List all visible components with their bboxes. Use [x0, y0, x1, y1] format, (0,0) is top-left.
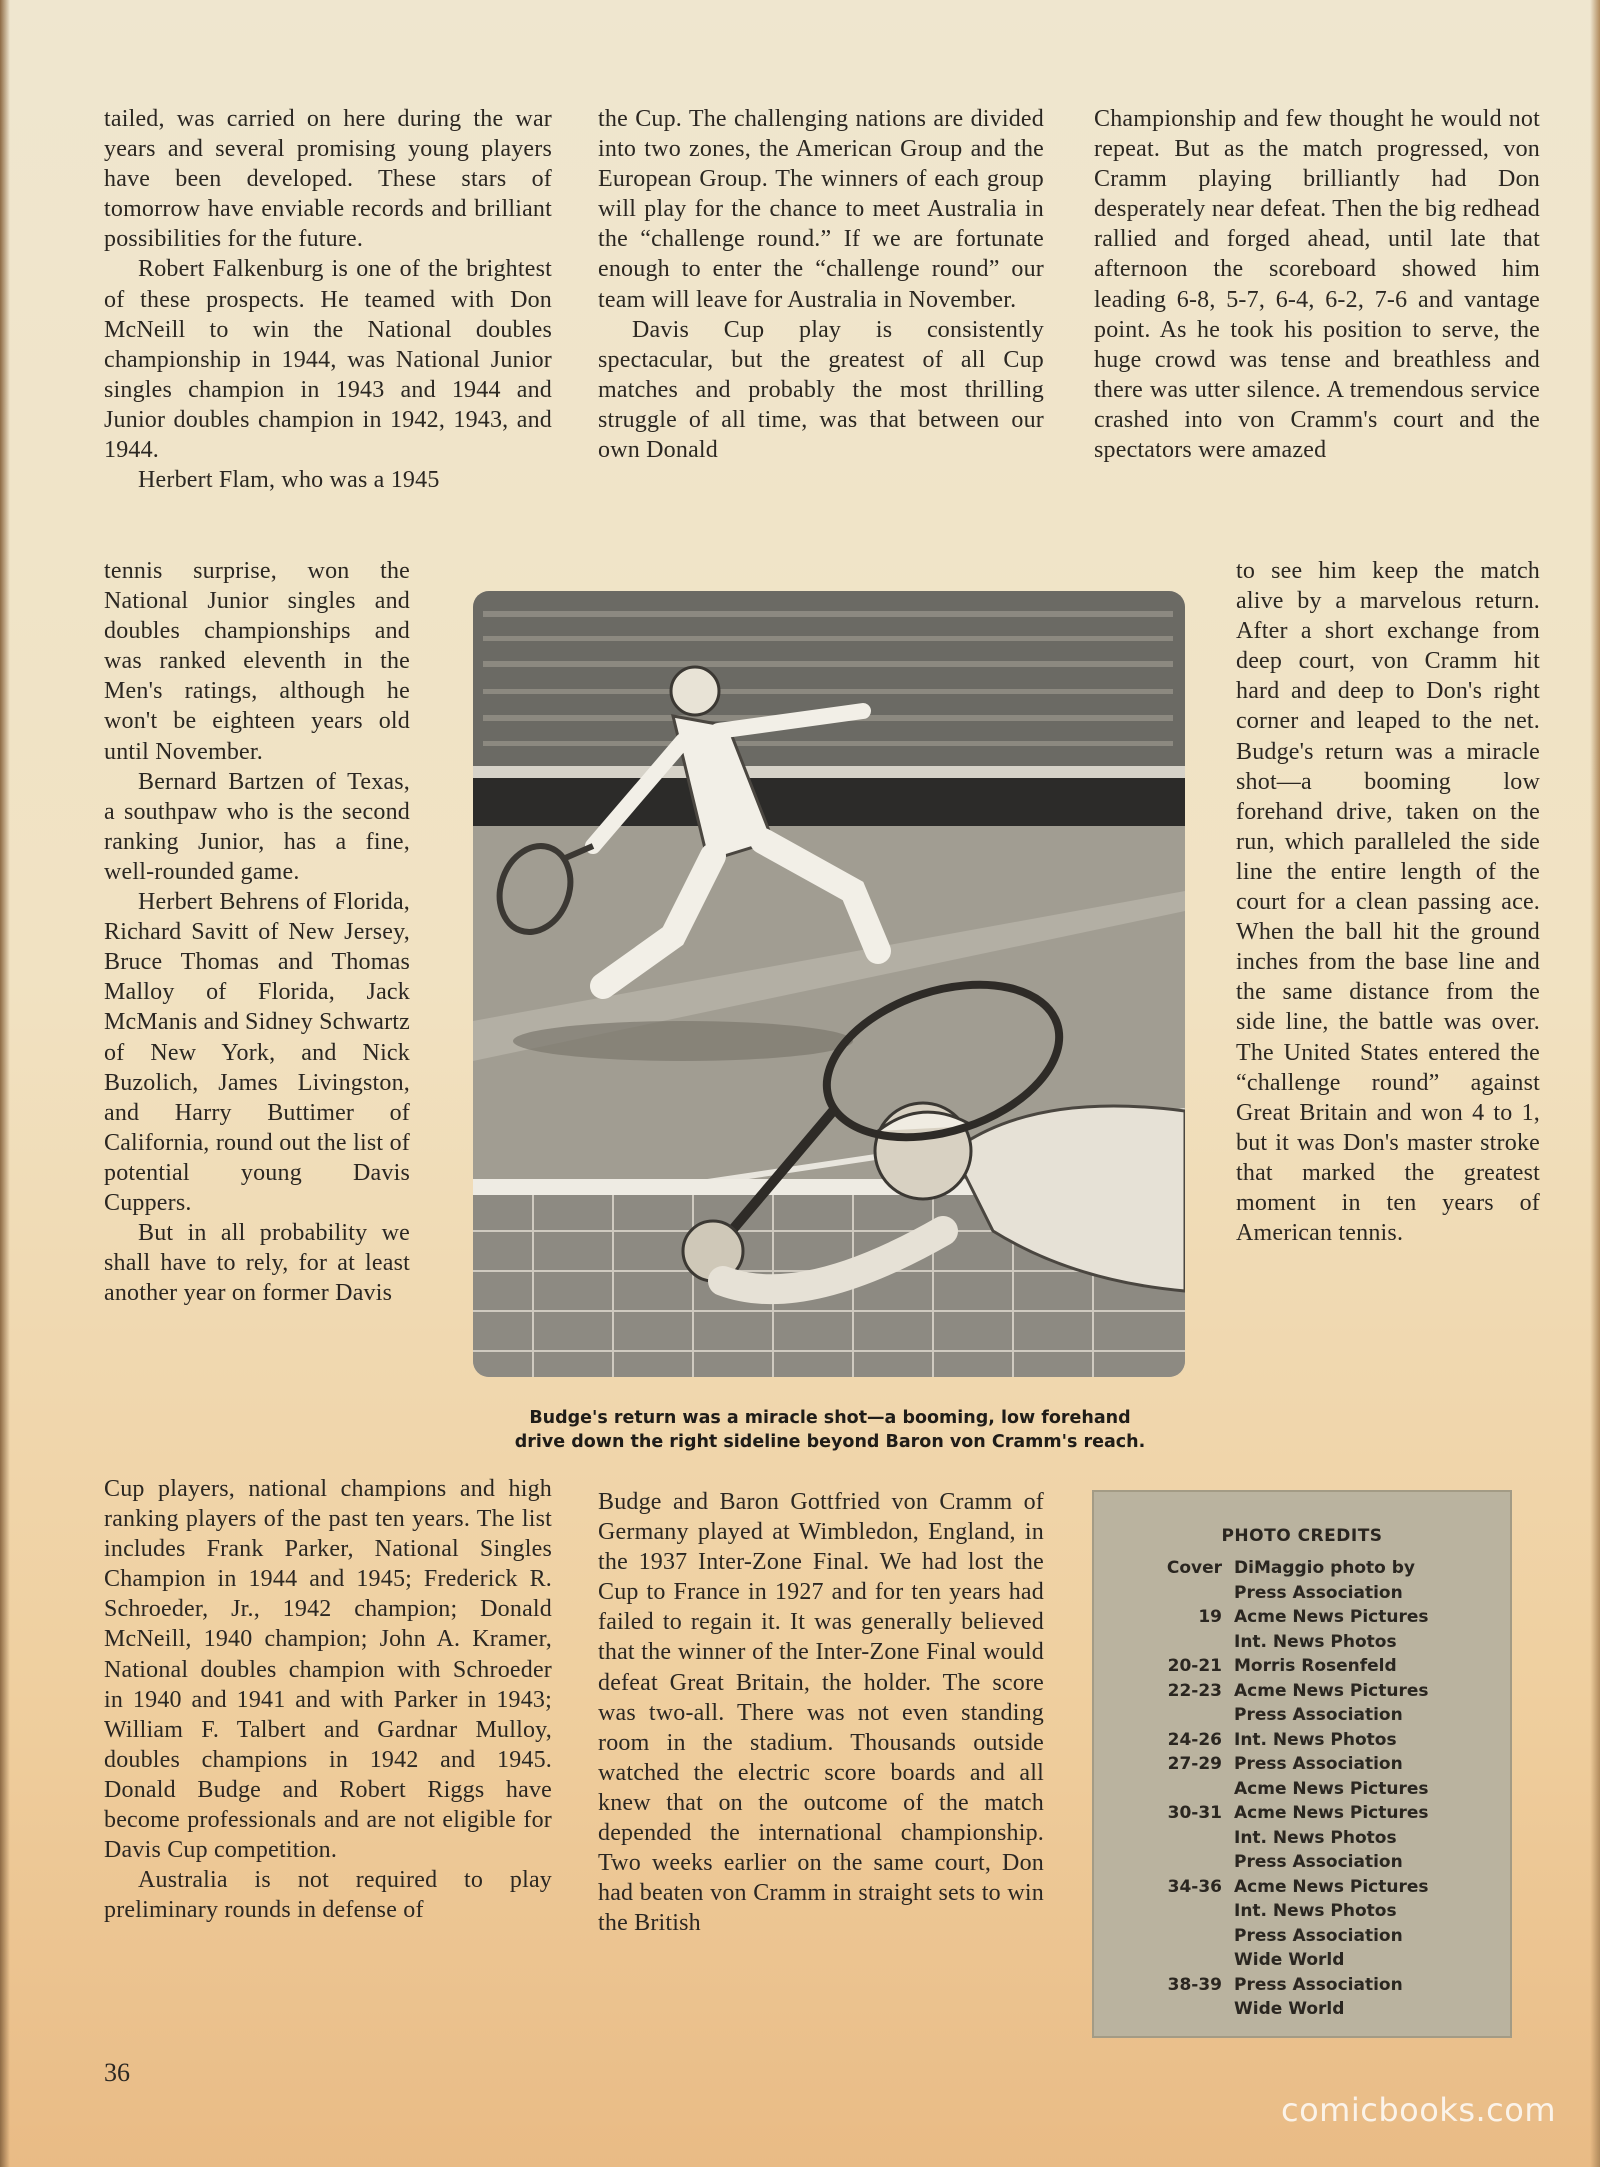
credit-source: Acme News Pictures	[1234, 1607, 1429, 1627]
credit-pages: 30-31	[1167, 1803, 1222, 1823]
credit-sources	[1234, 1605, 1504, 1654]
stadium-ledge	[473, 766, 1185, 778]
crowd-stands	[473, 591, 1185, 766]
credit-source: Acme News Pictures	[1234, 1803, 1429, 1823]
credit-pages: 38-39	[1167, 1974, 1222, 1995]
credit-sources	[1234, 1875, 1504, 1973]
paragraph: tailed, was carried on here during the war years and several promising young players have been developed. These stars of tomorrow have enviable records and brilliant possibilities for the future.	[104, 106, 552, 253]
credit-source: Int. News Photos	[1234, 1729, 1397, 1750]
credit-source: Int. News Photos	[1234, 1827, 1397, 1848]
watermark: comicbooks.com	[1280, 2091, 1556, 2129]
paragraph: Australia is not required to play preliminary rounds in defense of	[104, 1867, 552, 1924]
column-3-narrow	[1236, 556, 1540, 1248]
credit-pages: 34-36	[1167, 1876, 1222, 1897]
stadium-wall	[473, 778, 1185, 826]
column-3-top	[1094, 104, 1540, 465]
paragraph: Championship and few thought he would not repeat. But as the match progressed, von Cramm playing brilliantly had Don desperately near defeat. Then the big redhead rallied and forged ahead, until late that afternoon the scoreboard showed him leading 6-8, 5-7, 6-4, 6-2, 7-6 and vantage point. As he took his position to serve, the huge crowd was tense and breathless and there was utter silence. A tremendous service crashed into von Cramm's court and the spectators were amazed	[1094, 106, 1540, 464]
credit-pages: 20-21	[1167, 1656, 1222, 1676]
tennis-drawing	[473, 591, 1185, 1377]
page-edge-right	[1590, 0, 1600, 2167]
paragraph: Cup players, national champions and high ranking players of the past ten years. The list includes Frank Parker, National Singles Champion in 1944 and 1945; Frederick R. Schroeder, Jr., 1942 champion; Donald McNeill, 1940 champion; John A. Kramer, National doubles champion with Schroeder in 1940 and 1941 and with Parker in 1943; William F. Talbert and Gardnar Mulloy, doubles champions in 1942 and 1945. Donald Budge and Robert Riggs have become professionals and are not eligible for Davis Cup competition.	[104, 1476, 552, 1864]
paragraph: tennis surprise, won the National Junior singles and doubles championships and was ranked eleventh in the Men's ratings, although he won't be eighteen years old until November.	[104, 558, 410, 765]
paragraph: Herbert Flam, who was a 1945	[138, 467, 440, 494]
credit-pages: Cover	[1166, 1558, 1222, 1578]
paragraph: Robert Falkenburg is one of the brightest of these prospects. He teamed with Don McNeill to win the National doubles championship in 1944, was National Junior singles champion in 1943 and 1944 and Junior doubles champion in 1942, 1943, and 1944.	[104, 256, 552, 464]
credit-source: Wide World	[1234, 1999, 1345, 2019]
credit-source: Acme News Pictures	[1234, 1876, 1429, 1897]
credit-source: Morris Rosenfeld	[1234, 1656, 1397, 1676]
caption-line: Budge's return was a miracle shot—a booming, low forehand	[529, 1408, 1131, 1428]
credit-source: Int. News Photos	[1234, 1631, 1397, 1652]
credit-pages: 24-26	[1167, 1729, 1222, 1750]
page-number: 36	[104, 2058, 130, 2087]
credit-sources	[1234, 1752, 1504, 1801]
credit-source: Press Association	[1234, 1852, 1403, 1872]
credit-source: Press Association	[1234, 1582, 1403, 1603]
credit-pages: 27-29	[1167, 1754, 1222, 1774]
credit-sources	[1234, 1728, 1504, 1753]
credit-source: Wide World	[1234, 1950, 1345, 1970]
credit-source: DiMaggio photo by	[1234, 1558, 1416, 1578]
credit-source: Acme News Pictures	[1234, 1778, 1429, 1799]
paragraph: the Cup. The challenging nations are divided into two zones, the American Group and the European Group. The winners of each group will play for the chance to meet Australia in the “challenge round.” If we are fortunate enough to enter the “challenge round” our team will leave for Australia in November.	[598, 106, 1044, 313]
photo-credits-box	[1092, 1490, 1512, 2038]
credit-source: Press Association	[1234, 1754, 1403, 1774]
paragraph: But in all probability we shall have to rely, for at least another year on former Davis	[104, 1220, 410, 1307]
caption-line: drive down the right sideline beyond Baron von Cramm's reach.	[514, 1432, 1146, 1452]
tennis-illustration	[473, 591, 1185, 1377]
column-2-bottom	[598, 1487, 1044, 1938]
page-edge-left	[0, 0, 10, 2167]
paragraph: to see him keep the match alive by a marvelous return. After a short exchange from deep court, von Cramm hit hard and deep to Don's right corner and leaped to the net. Budge's return was a miracle shot—a booming low forehand drive, taken on the run, which paralleled the side line the entire length of the court for a clean passing ace. When the ball hit the ground inches from the base line and the same distance from the side line, the battle was over. The United States entered the “challenge round” against Great Britain and won 4 to 1, but it was Don's master stroke that marked the greatest moment in ten years of American tennis.	[1236, 558, 1540, 1247]
credit-sources	[1234, 1654, 1504, 1679]
credit-sources	[1234, 1556, 1504, 1605]
column-1-narrow	[104, 556, 410, 1308]
column-1-bottom	[104, 1474, 552, 1925]
paragraph: Davis Cup play is consistently spectacular, but the greatest of all Cup matches and probably the most thrilling struggle of all time, was that between our own Donald	[598, 316, 1044, 464]
credit-source: Int. News Photos	[1234, 1901, 1397, 1921]
column-2-top	[598, 104, 1044, 465]
credit-sources	[1234, 1973, 1504, 2022]
credit-sources	[1234, 1801, 1504, 1875]
paragraph: Herbert Behrens of Florida, Richard Savitt of New Jersey, Bruce Thomas and Thomas Malloy of Florida, Jack McManis and Sidney Schwartz of New York, and Nick Buzolich, James Livingston, and Harry Buttimer of California, round out the list of potential young Davis Cuppers.	[104, 889, 411, 1216]
photo-credits-title: PHOTO CREDITS	[1221, 1526, 1383, 1546]
credit-sources	[1234, 1679, 1504, 1728]
credit-source: Press Association	[1234, 1974, 1403, 1995]
credit-source: Press Association	[1234, 1705, 1403, 1725]
paragraph: Bernard Bartzen of Texas, a southpaw who is the second ranking Junior, has a fine, well-rounded game.	[104, 768, 410, 885]
credit-source: Acme News Pictures	[1234, 1680, 1429, 1701]
credit-pages: 22-23	[1167, 1680, 1222, 1701]
illustration-caption	[470, 1406, 1190, 1454]
paragraph: Budge and Baron Gottfried von Cramm of Germany played at Wimbledon, England, in the 1937 Inter-Zone Final. We had lost the Cup to France in 1927 and for ten years had failed to regain it. It was generally believed that the winner of the Inter-Zone Final would defeat Great Britain, the holder. The score was two-all. There was not even standing room in the stadium. Thousands outside watched the electric score boards and all knew that on the outcome of the match depended the international championship. Two weeks earlier on the same court, Don had beaten von Cramm in straight sets to win the British	[598, 1489, 1044, 1937]
credit-pages: 19	[1198, 1607, 1222, 1627]
credit-source: Press Association	[1234, 1925, 1403, 1946]
column-1-top	[104, 104, 552, 495]
